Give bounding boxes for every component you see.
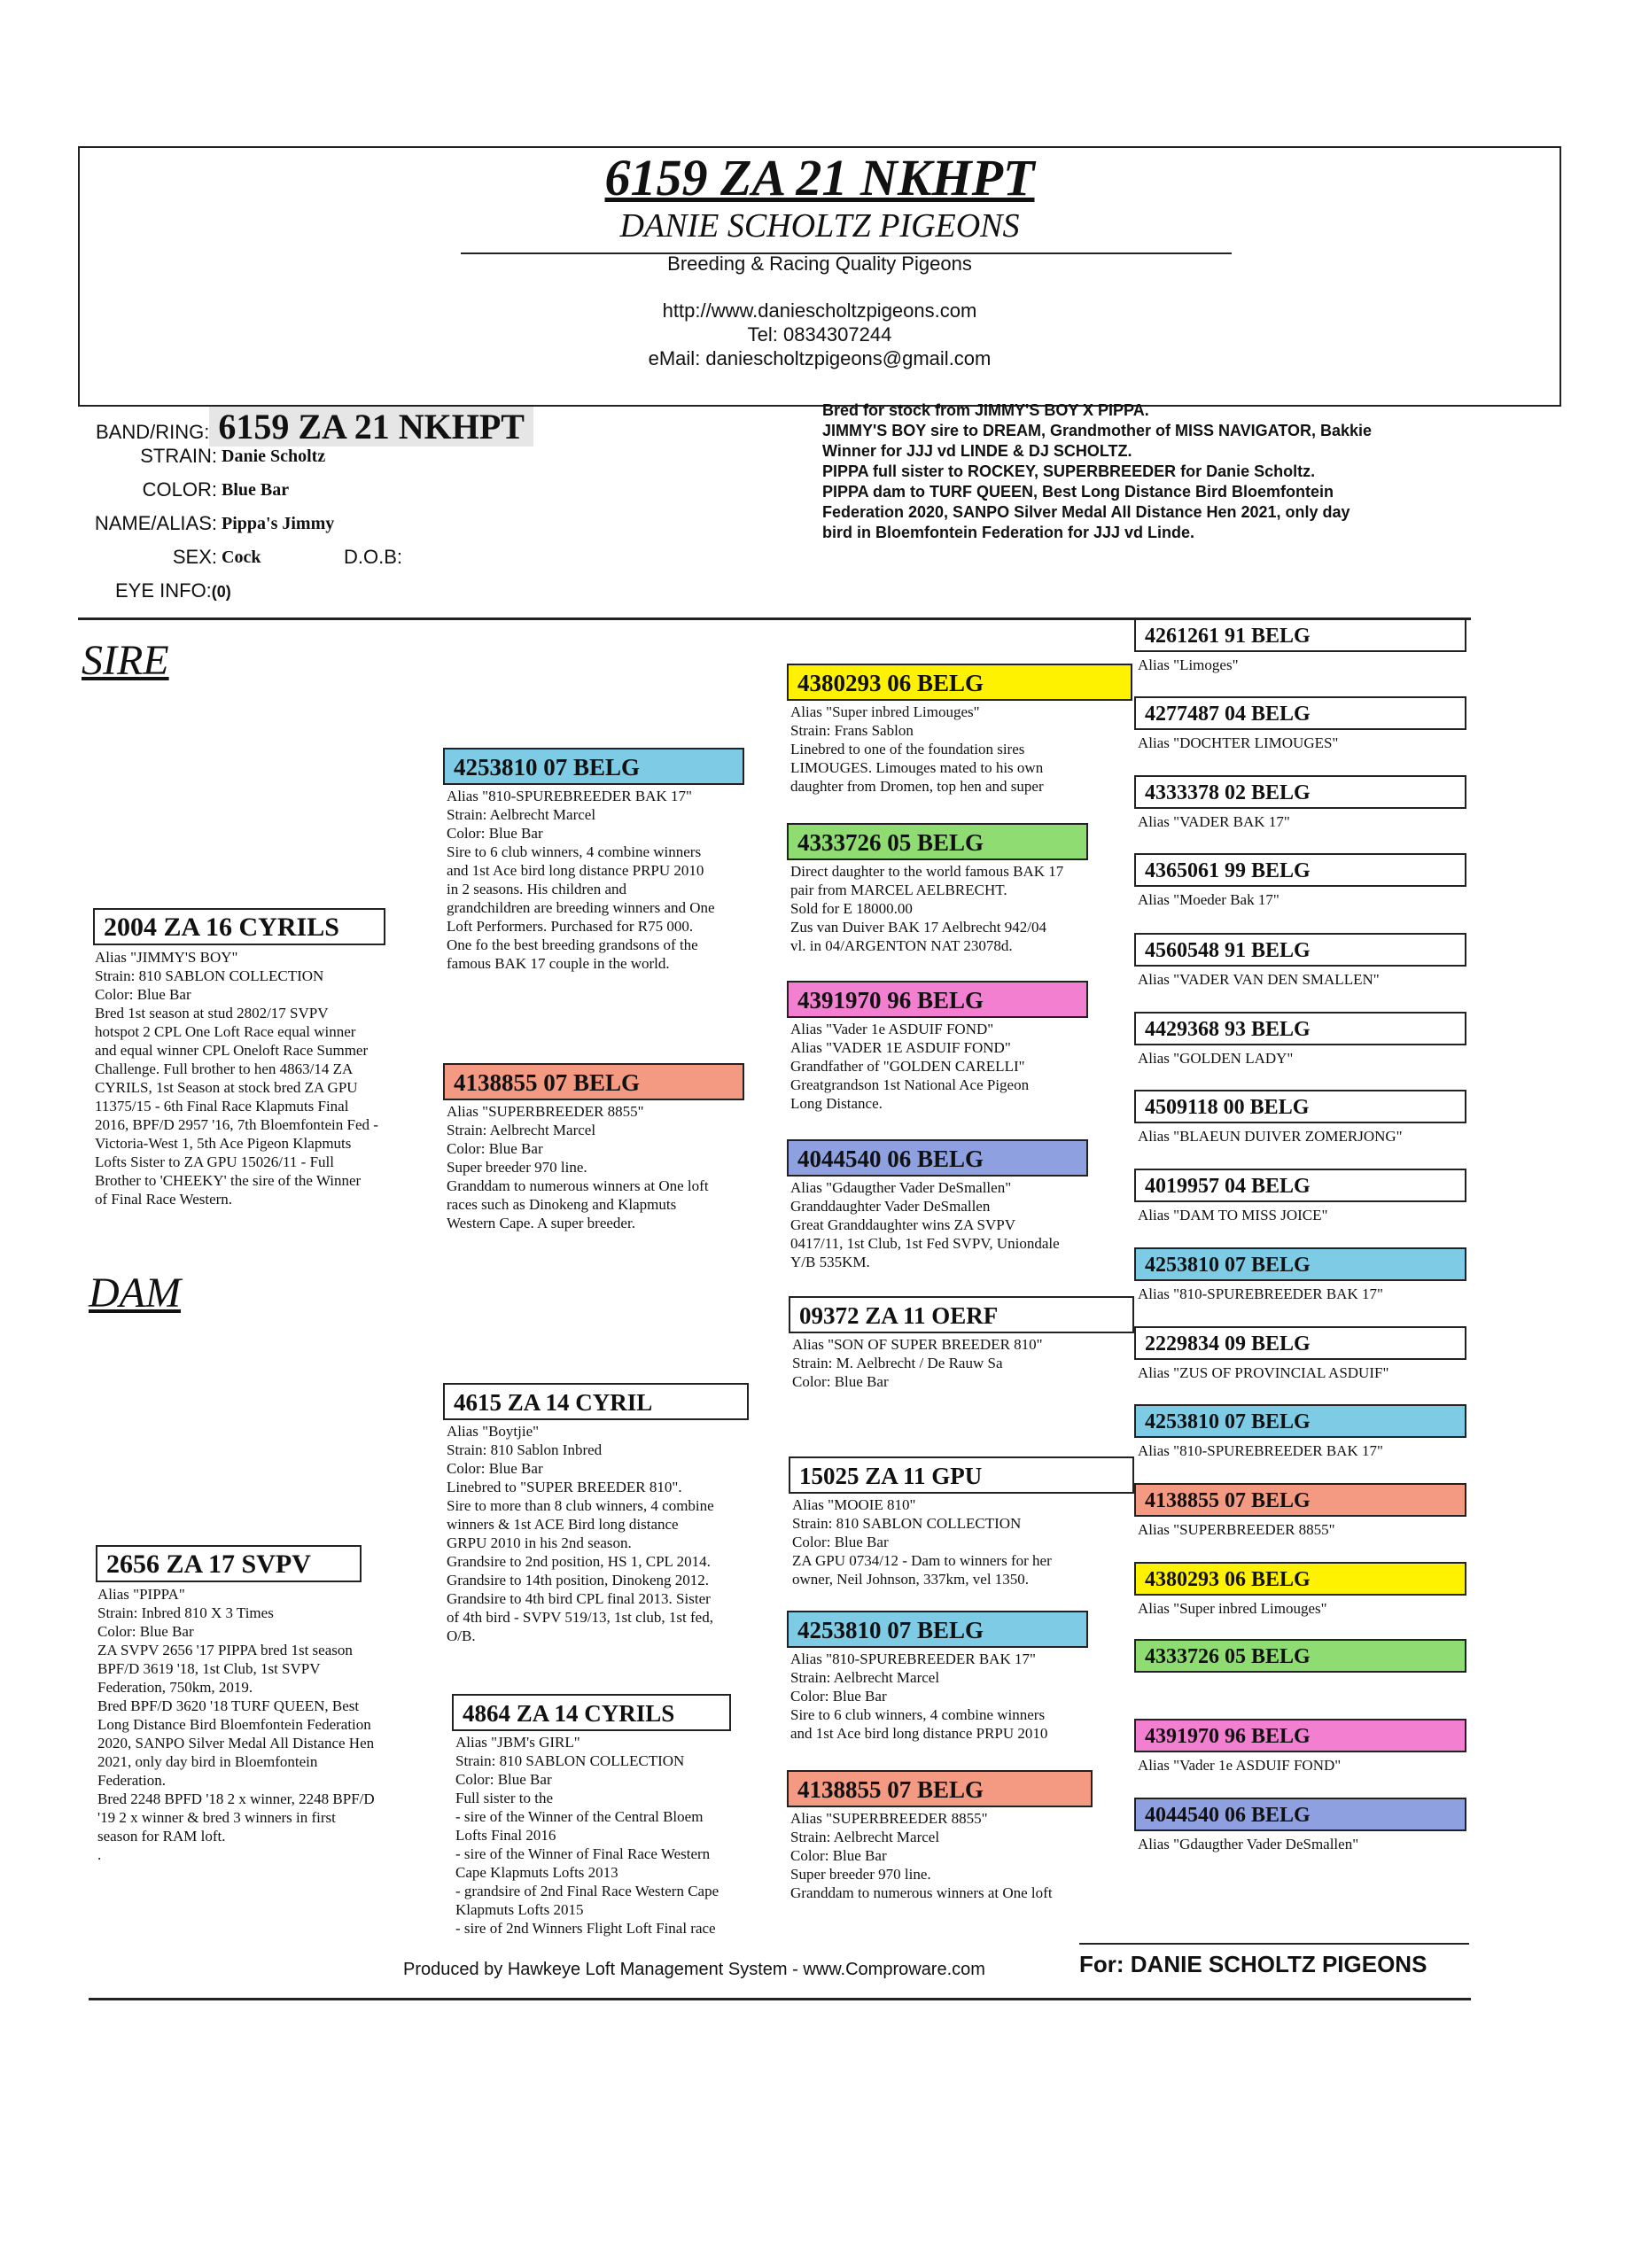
ancestor-ring: 4365061 99 BELG — [1134, 853, 1466, 887]
info-line: Color: Blue Bar — [792, 1534, 889, 1550]
info-line: . — [97, 1846, 102, 1863]
info-line: 2021, only day bird in Bloemfontein — [97, 1753, 318, 1770]
name-label: NAME/ALIAS: — [94, 512, 217, 534]
prepared-for: For: DANIE SCHOLTZ PIGEONS — [1079, 1951, 1427, 1977]
ancestor-alias: Alias "VADER BAK 17" — [1138, 813, 1290, 830]
info-line: 2020, SANPO Silver Medal All Distance Hen — [97, 1735, 375, 1751]
info-line: Strain: Aelbrecht Marcel — [447, 806, 596, 823]
ancestor-ring: 4253810 07 BELG — [443, 748, 744, 785]
dam-ring: 2656 ZA 17 SVPV — [96, 1545, 362, 1582]
ancestor-ring: 15025 ZA 11 GPU — [789, 1456, 1134, 1494]
info-line: season for RAM loft. — [97, 1828, 226, 1845]
ancestor-ring: 4261261 91 BELG — [1134, 618, 1466, 652]
info-line: Sold for E 18000.00 — [790, 900, 913, 917]
note-line: JIMMY'S BOY sire to DREAM, Grandmother of MISS NAVIGATOR, Bakkie — [822, 422, 1373, 439]
ancestor-ring: 4138855 07 BELG — [787, 1770, 1093, 1807]
info-line: Sire to more than 8 club winners, 4 combine — [447, 1497, 714, 1514]
ancestor-alias: Alias "Vader 1e ASDUIF FOND" — [1138, 1757, 1342, 1774]
info-line: and equal winner CPL Oneloft Race Summer — [95, 1042, 369, 1059]
header-box — [78, 146, 1561, 407]
info-line: Lofts Sister to ZA GPU 15026/11 - Full — [95, 1153, 334, 1170]
ancestor-ring: 2229834 09 BELG — [1134, 1326, 1466, 1360]
info-line: - sire of 2nd Winners Flight Loft Final race — [455, 1920, 716, 1937]
info-line: Color: Blue Bar — [447, 1460, 543, 1477]
info-line: Long Distance Bird Bloemfontein Federation — [97, 1716, 371, 1733]
ancestor-info — [792, 1495, 1129, 1588]
info-line: Federation. — [97, 1772, 166, 1789]
info-line: Alias "Super inbred Limouges" — [790, 703, 980, 720]
info-line: Color: Blue Bar — [95, 986, 191, 1003]
info-line: Strain: Frans Sablon — [790, 722, 914, 739]
info-line: and 1st Ace bird long distance PRPU 2010 — [790, 1725, 1048, 1742]
eye-info-value: (0) — [211, 583, 231, 601]
info-line: vl. in 04/ARGENTON NAT 23078d. — [790, 937, 1013, 954]
info-line: Zus van Duiver BAK 17 Aelbrecht 942/04 — [790, 919, 1046, 936]
info-line: Grandsire to 2nd position, HS 1, CPL 2014. — [447, 1553, 711, 1570]
breeding-notes — [822, 400, 1460, 543]
info-line: - sire of the Winner of Final Race Western — [455, 1845, 711, 1862]
website-link[interactable]: http://www.daniescholtzpigeons.com — [662, 299, 977, 322]
info-line: Alias "JBM's GIRL" — [455, 1734, 580, 1751]
ancestor-info — [790, 1650, 1127, 1743]
info-line: Great Granddaughter wins ZA SVPV — [790, 1216, 1016, 1233]
ancestor-alias: Alias "GOLDEN LADY" — [1138, 1050, 1294, 1067]
info-line: Strain: Aelbrecht Marcel — [790, 1829, 940, 1845]
ancestor-info — [790, 703, 1127, 796]
strain-value: Danie Scholtz — [222, 447, 326, 466]
ancestor-ring: 4253810 07 BELG — [787, 1611, 1088, 1648]
ancestor-ring: 4429368 93 BELG — [1134, 1012, 1466, 1045]
info-line: Direct daughter to the world famous BAK 17 — [790, 863, 1064, 880]
color-value: Blue Bar — [222, 480, 290, 500]
info-line: Alias "VADER 1E ASDUIF FOND" — [790, 1039, 1011, 1056]
sex-label: SEX: — [172, 546, 217, 568]
info-line: 2016, BPF/D 2957 '16, 7th Bloemfontein Fed - — [95, 1116, 378, 1133]
info-line: winners & 1st ACE Bird long distance — [447, 1516, 679, 1533]
info-line: ZA GPU 0734/12 - Dam to winners for her — [792, 1552, 1052, 1569]
contact-block — [80, 299, 1560, 370]
dam-heading: DAM — [89, 1270, 181, 1317]
ancestor-ring: 4509118 00 BELG — [1134, 1090, 1466, 1123]
info-line: Bred BPF/D 3620 '18 TURF QUEEN, Best — [97, 1697, 360, 1714]
info-line: pair from MARCEL AELBRECHT. — [790, 882, 1007, 898]
info-line: Alias "SUPERBREEDER 8855" — [790, 1810, 988, 1827]
info-line: Greatgrandson 1st National Ace Pigeon — [790, 1076, 1030, 1093]
info-line: Strain: 810 Sablon Inbred — [447, 1441, 603, 1458]
info-line: Strain: Aelbrecht Marcel — [447, 1122, 596, 1138]
info-line: of 4th bird - SVPV 519/13, 1st club, 1st fed, — [447, 1609, 713, 1626]
info-line: Super breeder 970 line. — [790, 1866, 931, 1883]
info-line: - grandsire of 2nd Final Race Western Cape — [455, 1883, 719, 1899]
ancestor-alias: Alias "SUPERBREEDER 8855" — [1138, 1521, 1335, 1538]
info-line: GRPU 2010 in his 2nd season. — [447, 1534, 632, 1551]
ancestor-info — [790, 1178, 1127, 1271]
info-line: owner, Neil Johnson, 337km, vel 1350. — [792, 1571, 1030, 1588]
info-line: races such as Dinokeng and Klapmuts — [447, 1196, 677, 1213]
info-line: Klapmuts Lofts 2015 — [455, 1901, 584, 1918]
info-line: '19 2 x winner & bred 3 winners in first — [97, 1809, 336, 1826]
info-line: Color: Blue Bar — [447, 1140, 543, 1157]
ancestor-ring: 4615 ZA 14 CYRIL — [443, 1383, 749, 1420]
info-line: Alias "JIMMY'S BOY" — [95, 949, 238, 966]
info-line: Strain: Inbred 810 X 3 Times — [97, 1604, 274, 1621]
ancestor-ring: 4253810 07 BELG — [1134, 1247, 1466, 1281]
info-line: Sire to 6 club winners, 4 combine winners — [790, 1706, 1046, 1723]
info-line: CYRILS, 1st Season at stock bred ZA GPU — [95, 1079, 358, 1096]
info-line: Western Cape. A super breeder. — [447, 1215, 635, 1231]
ancestor-ring: 4138855 07 BELG — [1134, 1483, 1466, 1517]
info-line: Alias "810-SPUREBREEDER BAK 17" — [447, 788, 692, 804]
info-line: of Final Race Western. — [95, 1191, 233, 1208]
info-line: Loft Performers. Purchased for R75 000. — [447, 918, 694, 935]
dam-info — [97, 1585, 447, 1864]
info-line: Alias "PIPPA" — [97, 1586, 185, 1603]
dob-label: D.O.B: — [344, 546, 403, 568]
tagline: Breeding & Racing Quality Pigeons — [667, 252, 972, 275]
produced-by: Produced by Hawkeye Loft Management System - www.Comproware.com — [403, 1960, 985, 1979]
ancestor-alias: Alias "Gdaugther Vader DeSmallen" — [1138, 1836, 1359, 1852]
info-line: Alias "SON OF SUPER BREEDER 810" — [792, 1336, 1043, 1353]
info-line: Cape Klapmuts Lofts 2013 — [455, 1864, 618, 1881]
note-line: Federation 2020, SANPO Silver Medal All Distance Hen 2021, only day — [822, 503, 1350, 521]
info-line: O/B. — [447, 1627, 476, 1644]
info-line: Granddam to numerous winners at One loft — [790, 1884, 1053, 1901]
ancestor-info — [790, 1020, 1127, 1113]
info-line: Brother to 'CHEEKY' the sire of the Winner — [95, 1172, 362, 1189]
telephone: Tel: 0834307244 — [747, 323, 892, 346]
info-line: Grandsire to 14th position, Dinokeng 2012. — [447, 1572, 710, 1588]
info-line: LIMOUGES. Limouges mated to his own — [790, 759, 1044, 776]
ancestor-ring: 4044540 06 BELG — [1134, 1798, 1466, 1831]
loft-name: DANIE SCHOLTZ PIGEONS — [619, 207, 1020, 245]
band-row — [96, 406, 533, 447]
ancestor-alias: Alias "Limoges" — [1138, 656, 1239, 673]
info-line: famous BAK 17 couple in the world. — [447, 955, 670, 972]
info-line: Color: Blue Bar — [455, 1771, 552, 1788]
ancestor-ring: 4560548 91 BELG — [1134, 933, 1466, 967]
ancestor-ring: 4019957 04 BELG — [1134, 1169, 1466, 1202]
info-line: Bred 1st season at stud 2802/17 SVPV — [95, 1005, 329, 1021]
ancestor-ring: 4277487 04 BELG — [1134, 696, 1466, 730]
info-line: - sire of the Winner of the Central Bloem — [455, 1808, 704, 1825]
info-line: Challenge. Full brother to hen 4863/14 ZA — [95, 1060, 354, 1077]
info-line: Color: Blue Bar — [792, 1373, 889, 1390]
ancestor-ring: 4138855 07 BELG — [443, 1063, 744, 1100]
info-line: Alias "Boytjie" — [447, 1423, 540, 1440]
info-line: and 1st Ace bird long distance PRPU 2010 — [447, 862, 704, 879]
info-line: Color: Blue Bar — [790, 1688, 887, 1705]
footer-top-rule — [1079, 1943, 1469, 1945]
pedigree-title: 6159 ZA 21 NKHPT — [604, 149, 1035, 206]
info-line: hotspot 2 CPL One Loft Race equal winner — [95, 1023, 356, 1040]
info-line: Alias "MOOIE 810" — [792, 1496, 916, 1513]
ancestor-alias: Alias "Moeder Bak 17" — [1138, 891, 1280, 908]
ancestor-info — [790, 1809, 1127, 1902]
ancestor-ring: 4253810 07 BELG — [1134, 1404, 1466, 1438]
sire-info — [95, 948, 445, 1208]
info-line: Lofts Final 2016 — [455, 1827, 556, 1844]
info-line: One fo the best breeding grandsons of the — [447, 936, 698, 953]
info-line: Strain: 810 SABLON COLLECTION — [95, 967, 324, 984]
ancestor-info — [455, 1733, 792, 1938]
info-line: Strain: M. Aelbrecht / De Rauw Sa — [792, 1355, 1003, 1371]
ancestor-info — [447, 787, 783, 973]
info-line: Sire to 6 club winners, 4 combine winners — [447, 843, 702, 860]
ancestor-ring: 4864 ZA 14 CYRILS — [452, 1694, 731, 1731]
sex-value: Cock — [222, 548, 261, 567]
info-line: Alias "SUPERBREEDER 8855" — [447, 1103, 644, 1120]
ancestor-ring: 4333378 02 BELG — [1134, 775, 1466, 809]
info-line: Granddaughter Vader DeSmallen — [790, 1198, 991, 1215]
ancestor-alias: Alias "BLAEUN DUIVER ZOMERJONG" — [1138, 1128, 1403, 1145]
note-line: bird in Bloemfontein Federation for JJJ vd Linde. — [822, 524, 1195, 541]
ancestor-info — [792, 1335, 1129, 1391]
ancestor-info — [790, 862, 1127, 955]
note-line: Bred for stock from JIMMY'S BOY X PIPPA. — [822, 401, 1149, 419]
footer-rule — [89, 1998, 1471, 2000]
ancestor-alias: Alias "DOCHTER LIMOUGES" — [1138, 734, 1339, 751]
info-line: 0417/11, 1st Club, 1st Fed SVPV, Uniondale — [790, 1235, 1060, 1252]
band-value: 6159 ZA 21 NKHPT — [209, 407, 533, 447]
info-line: grandchildren are breeding winners and One — [447, 899, 715, 916]
email[interactable]: eMail: daniescholtzpigeons@gmail.com — [648, 347, 992, 369]
info-line: Alias "Gdaugther Vader DeSmallen" — [790, 1179, 1012, 1196]
sire-heading: SIRE — [82, 637, 169, 684]
info-line: Bred 2248 BPFD '18 2 x winner, 2248 BPF/D — [97, 1790, 375, 1807]
ancestor-ring: 4391970 96 BELG — [1134, 1719, 1466, 1752]
ancestor-info — [447, 1422, 783, 1645]
ancestor-ring: 4333726 05 BELG — [787, 823, 1088, 860]
ancestor-ring: 09372 ZA 11 OERF — [789, 1296, 1134, 1333]
ancestor-ring: 4380293 06 BELG — [787, 664, 1132, 701]
ancestor-ring: 4044540 06 BELG — [787, 1139, 1088, 1177]
info-line: in 2 seasons. His children and — [447, 881, 627, 897]
info-line: 11375/15 - 6th Final Race Klapmuts Final — [95, 1098, 349, 1115]
eye-info-label: EYE INFO: — [115, 579, 212, 602]
info-line: Color: Blue Bar — [790, 1847, 887, 1864]
info-line: Strain: Aelbrecht Marcel — [790, 1669, 940, 1686]
info-line: Grandfather of "GOLDEN CARELLI" — [790, 1058, 1025, 1075]
ancestor-alias: Alias "ZUS OF PROVINCIAL ASDUIF" — [1138, 1364, 1389, 1381]
eye-info-row — [115, 579, 231, 602]
info-line: BPF/D 3619 '18, 1st Club, 1st SVPV — [97, 1660, 321, 1677]
ancestor-alias: Alias "810-SPUREBREEDER BAK 17" — [1138, 1285, 1383, 1302]
ancestor-ring: 4380293 06 BELG — [1134, 1562, 1466, 1596]
info-line: Strain: 810 SABLON COLLECTION — [792, 1515, 1022, 1532]
info-line: Long Distance. — [790, 1095, 883, 1112]
info-line: ZA SVPV 2656 '17 PIPPA bred 1st season — [97, 1642, 353, 1658]
info-line: Granddam to numerous winners at One loft — [447, 1177, 709, 1194]
info-line: Color: Blue Bar — [97, 1623, 194, 1640]
info-line: Alias "810-SPUREBREEDER BAK 17" — [790, 1651, 1036, 1667]
info-line: Alias "Vader 1e ASDUIF FOND" — [790, 1021, 994, 1037]
info-line: Victoria-West 1, 5th Ace Pigeon Klapmuts — [95, 1135, 352, 1152]
ancestor-alias: Alias "Super inbred Limouges" — [1138, 1600, 1327, 1617]
strain-label: STRAIN: — [140, 445, 217, 467]
ancestor-ring: 4333726 05 BELG — [1134, 1639, 1466, 1673]
info-line: Full sister to the — [455, 1790, 554, 1806]
band-label: BAND/RING: — [96, 421, 210, 443]
info-line: daughter from Dromen, top hen and super — [790, 778, 1044, 795]
note-line: PIPPA dam to TURF QUEEN, Best Long Distance Bird Bloemfontein — [822, 483, 1334, 501]
ancestor-ring: 4391970 96 BELG — [787, 981, 1088, 1018]
info-line: Super breeder 970 line. — [447, 1159, 587, 1176]
info-line: Grandsire to 4th bird CPL final 2013. Sister — [447, 1590, 711, 1607]
info-line: Y/B 535KM. — [790, 1254, 870, 1270]
color-label: COLOR: — [142, 478, 217, 501]
ancestor-alias: Alias "VADER VAN DEN SMALLEN" — [1138, 971, 1380, 988]
note-line: Winner for JJJ vd LINDE & DJ SCHOLTZ. — [822, 442, 1132, 460]
info-line: Federation, 750km, 2019. — [97, 1679, 253, 1696]
info-line: Linebred to "SUPER BREEDER 810". — [447, 1479, 682, 1495]
name-value: Pippa's Jimmy — [222, 514, 335, 533]
info-line: Strain: 810 SABLON COLLECTION — [455, 1752, 685, 1769]
ancestor-alias: Alias "DAM TO MISS JOICE" — [1138, 1207, 1328, 1223]
note-line: PIPPA full sister to ROCKEY, SUPERBREEDER for Danie Scholtz. — [822, 462, 1316, 480]
ancestor-info — [447, 1102, 783, 1232]
sire-ring: 2004 ZA 16 CYRILS — [93, 908, 385, 945]
info-line: Linebred to one of the foundation sires — [790, 741, 1025, 757]
info-line: Color: Blue Bar — [447, 825, 543, 842]
ancestor-alias: Alias "810-SPUREBREEDER BAK 17" — [1138, 1442, 1383, 1459]
